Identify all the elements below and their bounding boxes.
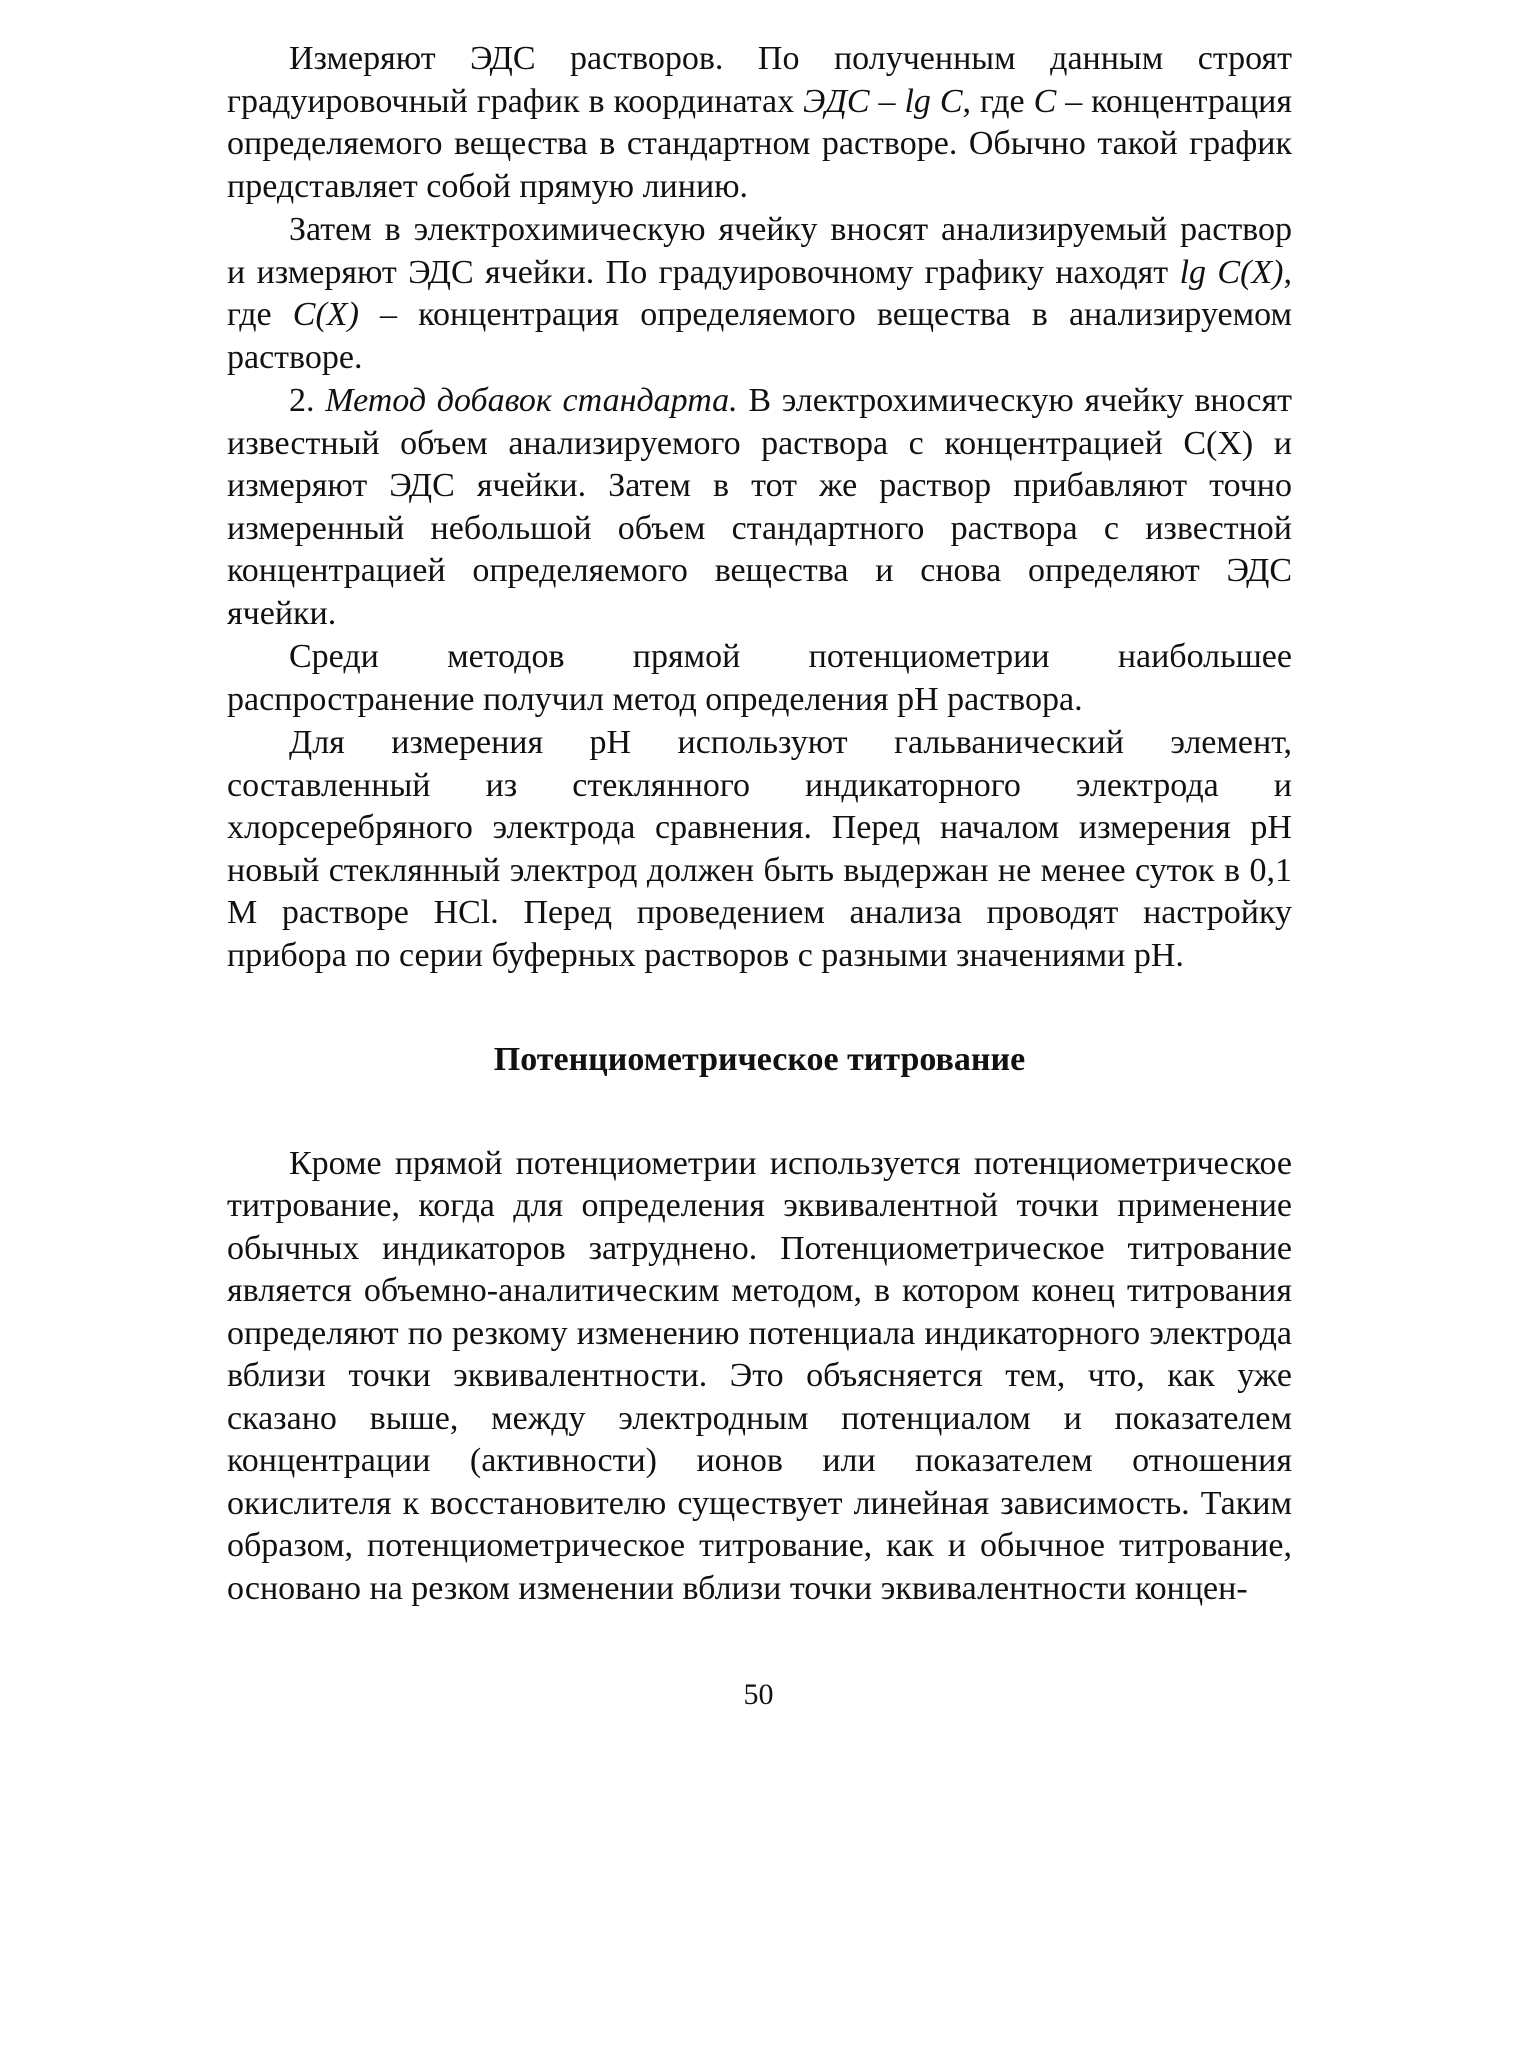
text-segment: Для измерения pH используют гальванический элемент, составленный из стеклянного индикаторного электрода и хлорсеребряного электрода сравнения. Перед началом измерения pH новый стеклянный электрод должен быть выдержан не менее суток в 0,1 М растворе HCl. Перед проведением анализа проводят настройку прибора по серии буферных растворов с разными значениями pH. bbox=[227, 724, 1292, 974]
text-segment: Кроме прямой потенциометрии используется потенциометрическое титрование, когда для определения эквивалентной точки применение обычных индикаторов затруднено. Потенциометрическое титрование является объемно-аналитическим методом, в котором конец титрования определяют по резкому изменению потенциала индикаторного электрода вблизи точки эквивалентности. Это объясняется тем, что, как уже сказано выше, между электродным потенциалом и показателем концентрации (активности) ионов или показателем отношения окислителя к восстановителю существует линейная зависимость. Таким образом, потенциометрическое титрование, как и обычное титрование, основано на резком изменении вблизи точки эквивалентности концен- bbox=[227, 1144, 1292, 1607]
page-body bbox=[227, 38, 1292, 1610]
text-segment: 2. bbox=[289, 382, 326, 419]
page-number: 50 bbox=[743, 1678, 774, 1711]
italic-text-segment: lg C(X), bbox=[1179, 253, 1292, 291]
text-segment: Измеряют ЭДС растворов. По полученным данным строят градуировочный график в координатах bbox=[227, 40, 1292, 120]
text-segment: Затем в электрохимическую ячейку вносят анализируемый раствор и измеряют ЭДС ячейки. По градуировочному графику находят bbox=[227, 211, 1292, 291]
text-segment: – концентрация определяемого вещества в анализируемом растворе. bbox=[227, 296, 1292, 376]
text-block-top bbox=[227, 38, 1292, 977]
text-segment: Среди методов прямой потенциометрии наибольшее распространение получил метод определения pH раствора. bbox=[227, 638, 1292, 718]
paragraph bbox=[227, 722, 1292, 977]
paragraph bbox=[227, 380, 1292, 635]
text-segment: – концентрация определяемого вещества в стандартном растворе. Обычно такой график представляет собой прямую линию. bbox=[227, 82, 1292, 205]
text-block-bottom bbox=[227, 1143, 1292, 1611]
italic-text-segment: C(X) bbox=[292, 296, 359, 333]
paragraph bbox=[227, 38, 1292, 208]
text-segment: где bbox=[227, 296, 293, 333]
paragraph bbox=[227, 209, 1292, 379]
paragraph bbox=[227, 1143, 1292, 1611]
paragraph bbox=[227, 636, 1292, 721]
text-segment: , где bbox=[962, 82, 1034, 120]
italic-text-segment: Метод добавок стандарта. bbox=[325, 382, 738, 419]
section-heading: Потенциометрическое титрование bbox=[493, 1041, 1026, 1078]
text-segment: В электрохимическую ячейку вносят известный объем анализируемого раствора с концентрацией C(X) и измеряют ЭДС ячейки. Затем в тот же раствор прибавляют точно измеренный небольшой объем стандартного раствора с известной концентрацией определяемого вещества и снова определяют ЭДС ячейки. bbox=[227, 382, 1293, 632]
italic-text-segment: ЭДС – lg C bbox=[803, 82, 963, 120]
italic-text-segment: C bbox=[1033, 82, 1057, 120]
